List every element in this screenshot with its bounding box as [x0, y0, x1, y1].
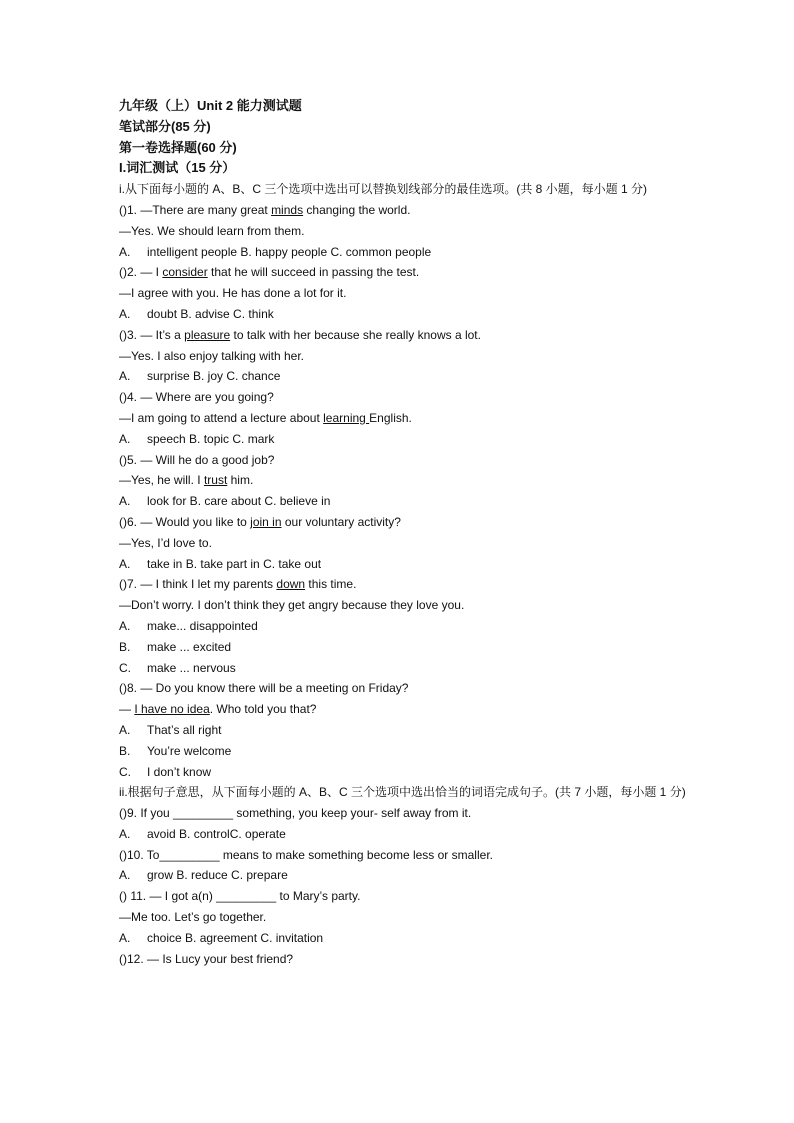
option-line	[119, 637, 689, 658]
option-line	[119, 242, 689, 263]
underlined-word: down	[276, 577, 306, 592]
stem-text: ()5. — Will he do a good job?	[119, 452, 275, 467]
option-letter: A.	[119, 930, 131, 945]
option-letter: A.	[119, 868, 131, 883]
option-line	[119, 720, 689, 741]
reply-text: English.	[369, 410, 412, 425]
question-reply	[119, 595, 689, 616]
option-line	[119, 865, 689, 886]
reply-text: —Yes. I also enjoy talking with her.	[119, 348, 304, 363]
paper-title: 九年级（上）Unit 2 能力测试题	[119, 98, 302, 113]
option-letter: A.	[119, 244, 131, 259]
stem-text: ()4. — Where are you going?	[119, 390, 274, 405]
option-text: make... disappointed	[147, 618, 258, 633]
option-text: grow B. reduce C. prepare	[147, 868, 288, 883]
question-reply	[119, 699, 689, 720]
stem-text: ()7. — I think I let my parents	[119, 577, 277, 592]
option-line	[119, 554, 689, 575]
option-letter: C.	[119, 764, 131, 779]
question-reply	[119, 470, 689, 491]
question-stem: ()10. To_________ means to make something become less or smaller.	[119, 847, 493, 862]
option-line	[119, 304, 689, 325]
option-text: speech B. topic C. mark	[147, 431, 275, 446]
option-letter: A.	[119, 369, 131, 384]
question-reply	[119, 346, 689, 367]
stem-text: changing the world.	[303, 202, 411, 217]
underlined-word: pleasure	[184, 327, 231, 342]
option-text: choice B. agreement C. invitation	[147, 930, 324, 945]
stem-text: ()8. — Do you know there will be a meeting on Friday?	[119, 681, 409, 696]
option-text: I don’t know	[147, 764, 212, 779]
underlined-word: I have no idea	[134, 702, 210, 717]
question-stem	[119, 512, 689, 533]
written-part-heading: 笔试部分(85 分)	[119, 118, 211, 134]
option-text: make ... excited	[147, 639, 232, 654]
part-ii-instruction: ii.根据句子意思，从下面每小题的 A、B、C 三个选项中选出恰当的词语完成句子。(共 7 小题，每小题 1 分)	[119, 785, 686, 800]
option-line	[119, 928, 689, 949]
reply-text: —Yes, he will. I	[119, 473, 204, 488]
question-stem	[119, 574, 689, 595]
option-text: make ... nervous	[147, 660, 236, 675]
option-line	[119, 366, 689, 387]
option-text: surprise B. joy C. chance	[147, 369, 281, 384]
option-line	[119, 741, 689, 762]
option-line	[119, 616, 689, 637]
stem-text: ()2. — I	[119, 265, 163, 280]
option-letter: B.	[119, 743, 131, 758]
question-reply	[119, 408, 689, 429]
question-stem	[119, 387, 689, 408]
option-line	[119, 429, 689, 450]
option-letter: A.	[119, 306, 131, 321]
option-letter: A.	[119, 826, 131, 841]
option-text: avoid B. controlC. operate	[147, 826, 286, 841]
reply-text: —Yes. We should learn from them.	[119, 223, 305, 238]
question-stem	[119, 325, 689, 346]
stem-text: this time.	[305, 577, 357, 592]
question-reply	[119, 533, 689, 554]
reply-text: —Yes, I’d love to.	[119, 535, 212, 550]
option-letter: A.	[119, 722, 131, 737]
reply-text: . Who told you that?	[209, 702, 317, 717]
part-i-instruction: i.从下面每小题的 A、B、C 三个选项中选出可以替换划线部分的最佳选项。(共 8 小题，每小题 1 分)	[119, 182, 648, 197]
stem-text: that he will succeed in passing the test.	[207, 265, 420, 280]
stem-text: our voluntary activity?	[281, 514, 401, 529]
reply-text: —	[119, 702, 135, 717]
stem-text: ()1. —There are many great	[119, 202, 272, 217]
option-line	[119, 658, 689, 679]
option-letter: C.	[119, 660, 131, 675]
option-letter: A.	[119, 431, 131, 446]
stem-text: to talk with her because she really knows a lot.	[230, 327, 481, 342]
option-letter: A.	[119, 618, 131, 633]
underlined-word: trust	[203, 473, 228, 488]
reply-text: —Don’t worry. I don’t think they get angry because they love you.	[119, 598, 465, 613]
question-stem	[119, 450, 689, 471]
option-letter: B.	[119, 639, 131, 654]
question-stem: ()12. — Is Lucy your best friend?	[119, 951, 294, 966]
reply-text: —I am going to attend a lecture about	[119, 410, 324, 425]
question-list	[119, 200, 689, 782]
option-line	[119, 491, 689, 512]
option-text: That’s all right	[147, 722, 222, 737]
option-text: intelligent people B. happy people C. common people	[147, 244, 432, 259]
option-text: look for B. care about C. believe in	[147, 494, 331, 509]
volume-heading: 第一卷选择题(60 分)	[119, 139, 237, 155]
stem-text: ()6. — Would you like to	[119, 514, 251, 529]
question-reply: —Me too. Let’s go together.	[119, 910, 267, 925]
section-heading: I.词汇测试（15 分）	[119, 160, 236, 176]
option-text: doubt B. advise C. think	[147, 306, 274, 321]
option-letter: A.	[119, 556, 131, 571]
question-stem: () 11. — I got a(n) _________ to Mary’s party.	[119, 889, 361, 904]
underlined-word: consider	[162, 265, 208, 280]
underlined-word: learning	[323, 410, 370, 425]
question-stem: ()9. If you _________ something, you keep your- self away from it.	[119, 806, 472, 821]
question-stem	[119, 262, 689, 283]
option-line	[119, 824, 689, 845]
underlined-word: minds	[271, 202, 304, 217]
reply-text: —I agree with you. He has done a lot for it.	[119, 286, 347, 301]
option-text: take in B. take part in C. take out	[147, 556, 322, 571]
reply-text: him.	[227, 473, 254, 488]
question-reply	[119, 221, 689, 242]
underlined-word: join in	[250, 514, 282, 529]
question-stem	[119, 678, 689, 699]
question-list-2	[119, 803, 689, 949]
question-stem	[119, 200, 689, 221]
option-letter: A.	[119, 494, 131, 509]
question-reply	[119, 283, 689, 304]
test-paper	[119, 96, 689, 969]
stem-text: ()3. — It’s a	[119, 327, 185, 342]
option-text: You’re welcome	[147, 743, 232, 758]
option-line	[119, 762, 689, 783]
